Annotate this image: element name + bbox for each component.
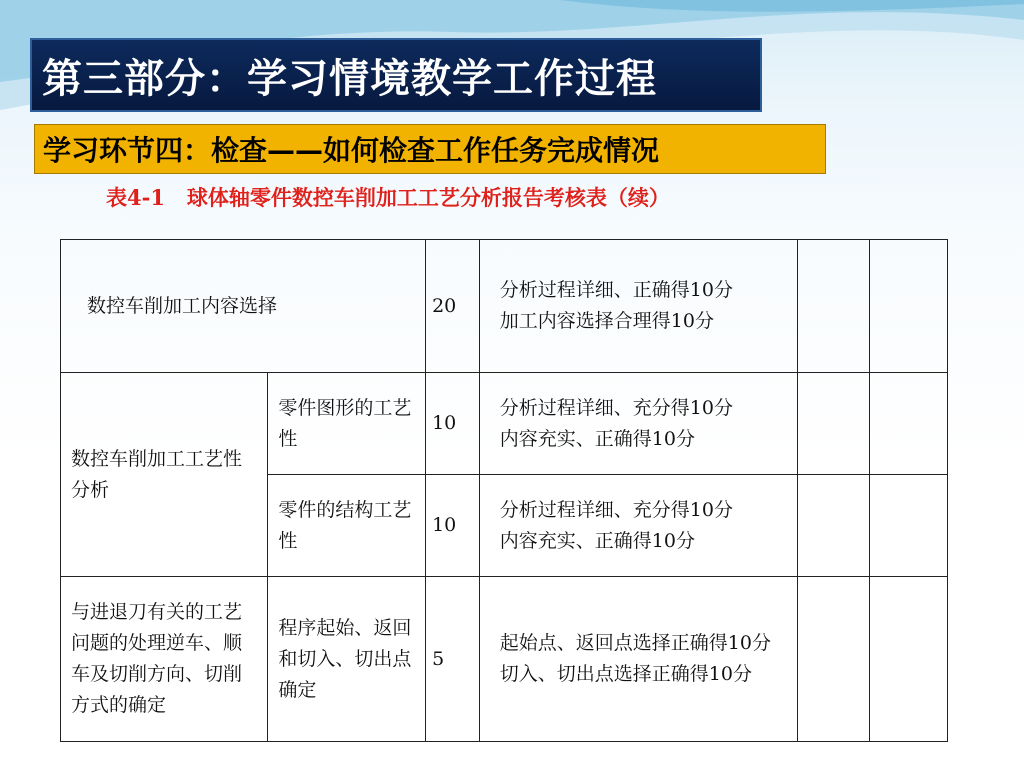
- criteria-cell: [479, 373, 798, 475]
- item-cell: 数控车削加工内容选择: [61, 240, 426, 373]
- blank-cell: [870, 240, 948, 373]
- blank-cell: [870, 577, 948, 742]
- criteria-line: 分析过程详细、充分得10分: [487, 498, 733, 521]
- table-caption: 表4-1 球体轴零件数控车削加工工艺分析报告考核表（续）: [106, 185, 670, 210]
- criteria-cell: [479, 475, 798, 577]
- criteria-line: 内容充实、正确得10分: [487, 529, 695, 552]
- blank-cell: [798, 373, 870, 475]
- blank-cell: [798, 240, 870, 373]
- item-cell: 数控车削加工工艺性分析: [61, 373, 268, 577]
- blank-cell: [798, 475, 870, 577]
- criteria-line: 起始点、返回点选择正确得10分: [487, 632, 771, 654]
- slide-title: 第三部分：学习情境教学工作过程: [30, 38, 762, 112]
- score-cell: 20: [426, 240, 480, 373]
- subitem-cell: 零件的结构工艺性: [268, 475, 426, 577]
- blank-cell: [798, 577, 870, 742]
- criteria-line: 内容充实、正确得10分: [487, 427, 695, 450]
- subitem-cell: 程序起始、返回和切入、切出点确定: [268, 577, 426, 742]
- table-row: [61, 577, 948, 742]
- criteria-line: 分析过程详细、正确得10分: [487, 279, 733, 301]
- criteria-cell: [479, 240, 798, 373]
- table-row: [61, 373, 948, 475]
- blank-cell: [870, 475, 948, 577]
- score-cell: 5: [426, 577, 480, 742]
- criteria-line: 分析过程详细、充分得10分: [487, 396, 733, 419]
- criteria-cell: [479, 577, 798, 742]
- criteria-line: 加工内容选择合理得10分: [487, 310, 714, 332]
- section-subtitle: 学习环节四：检查——如何检查工作任务完成情况: [34, 124, 826, 174]
- score-cell: 10: [426, 373, 480, 475]
- table-row: [61, 240, 948, 373]
- assessment-table: [60, 239, 948, 742]
- item-cell: 与进退刀有关的工艺问题的处理逆车、顺车及切削方向、切削方式的确定: [61, 577, 268, 742]
- subitem-cell: 零件图形的工艺性: [268, 373, 426, 475]
- blank-cell: [870, 373, 948, 475]
- score-cell: 10: [426, 475, 480, 577]
- criteria-line: 切入、切出点选择正确得10分: [487, 663, 752, 685]
